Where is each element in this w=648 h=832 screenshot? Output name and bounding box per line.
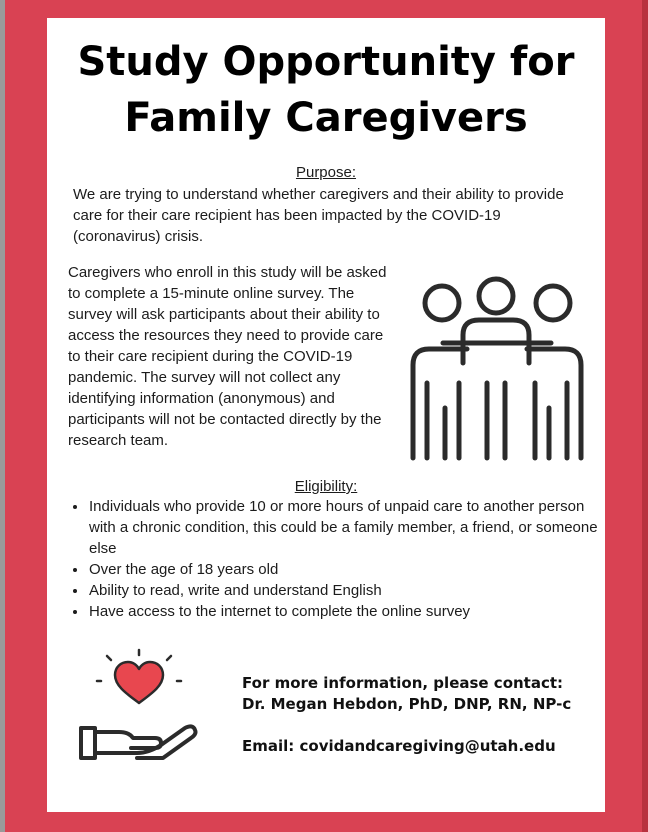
purpose-text: We are trying to understand whether caregivers and their ability to provide care for their care recipient has been impacted by the COVID-19 (coronavirus) crisis.	[73, 186, 564, 245]
title-line-2: Family Caregivers	[124, 95, 528, 141]
eligibility-item: • Over the age of 18 years old	[88, 559, 608, 580]
eligibility-list	[69, 496, 608, 622]
contact-name: Dr. Megan Hebdon, PhD, DNP, RN, NP-c	[242, 695, 572, 713]
eligibility-item: • Ability to read, write and understand English	[88, 580, 608, 601]
hand-holding-heart-icon	[77, 648, 207, 763]
window-left-edge	[0, 0, 5, 832]
flyer-title	[47, 34, 605, 146]
purpose-heading: Purpose:	[295, 164, 357, 181]
contact-intro: For more information, please contact:	[242, 674, 564, 692]
people-group-icon	[407, 273, 587, 463]
eligibility-heading: Eligibility:	[294, 478, 358, 495]
study-description: Caregivers who enroll in this study will be asked to complete a 15-minute online survey. The survey will ask participants about their ability to access the resources they need to provide care to their care recipient during the COVID-19 pandemic. The survey will not collect any identifying information (anonymous) and participants will not be contacted directly by the research team.	[68, 264, 387, 449]
window-right-edge	[642, 0, 648, 832]
eligibility-item: • Have access to the internet to complete the online survey	[88, 601, 608, 622]
title-line-1: Study Opportunity for	[77, 39, 575, 85]
eligibility-item: • Individuals who provide 10 or more hours of unpaid care to another person with a chronic condition, this could be a family member, a friend, or someone else	[88, 496, 608, 559]
contact-email: Email: covidandcaregiving@utah.edu	[242, 737, 556, 755]
flyer-page	[47, 18, 605, 812]
contact-block	[242, 673, 582, 757]
